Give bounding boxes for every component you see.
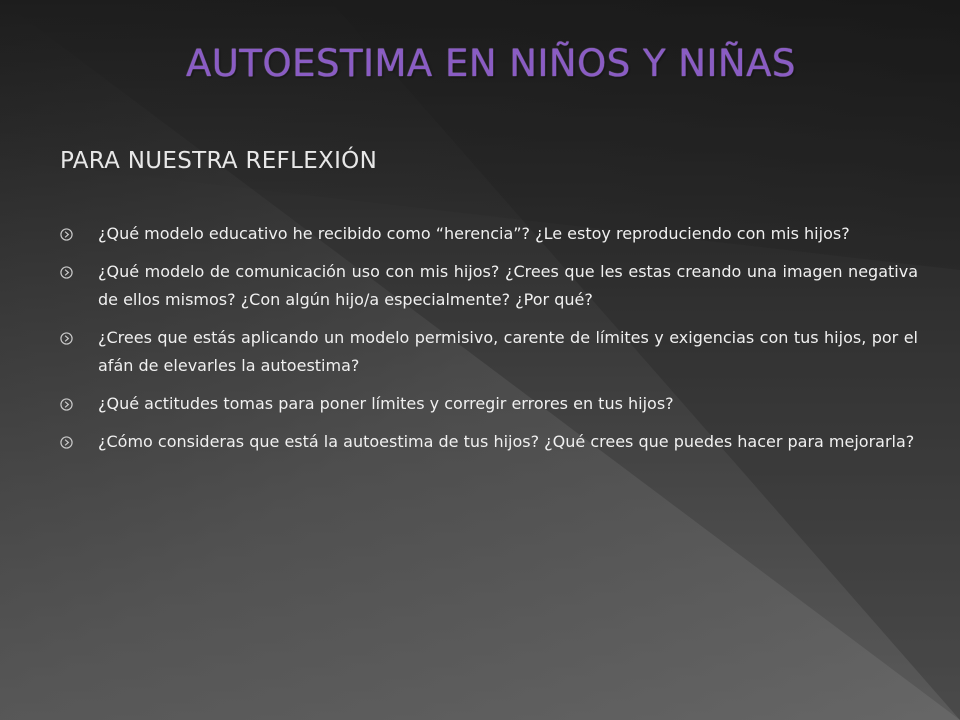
bullet-list (60, 220, 918, 466)
bullet-text: ¿Cómo consideras que está la autoestima de tus hijos? ¿Qué crees que puedes hacer para mejorarla? (98, 432, 915, 451)
bullet-text: ¿Crees que estás aplicando un modelo permisivo, carente de límites y exigencias con tus hijos, por el afán de elevarles la autoestima? (98, 328, 918, 375)
list-item (60, 390, 918, 418)
list-item (60, 258, 918, 314)
bullet-text: ¿Qué modelo educativo he recibido como “herencia”? ¿Le estoy reproduciendo con mis hijos? (98, 224, 850, 243)
circle-arrow-icon (60, 398, 73, 411)
circle-arrow-icon (60, 266, 73, 279)
circle-arrow-icon (60, 332, 73, 345)
circle-arrow-icon (60, 228, 73, 241)
slide-subtitle: PARA NUESTRA REFLEXIÓN (60, 148, 378, 174)
list-item (60, 324, 918, 380)
slide-title: AUTOESTIMA EN NIÑOS Y NIÑAS (186, 42, 796, 85)
bullet-text: ¿Qué actitudes tomas para poner límites y corregir errores en tus hijos? (98, 394, 674, 413)
bullet-text: ¿Qué modelo de comunicación uso con mis hijos? ¿Crees que les estas creando una imagen negativa de ellos mismos? ¿Con algún hijo/a especialmente? ¿Por qué? (98, 262, 918, 309)
circle-arrow-icon (60, 436, 73, 449)
list-item (60, 428, 918, 456)
list-item (60, 220, 918, 248)
